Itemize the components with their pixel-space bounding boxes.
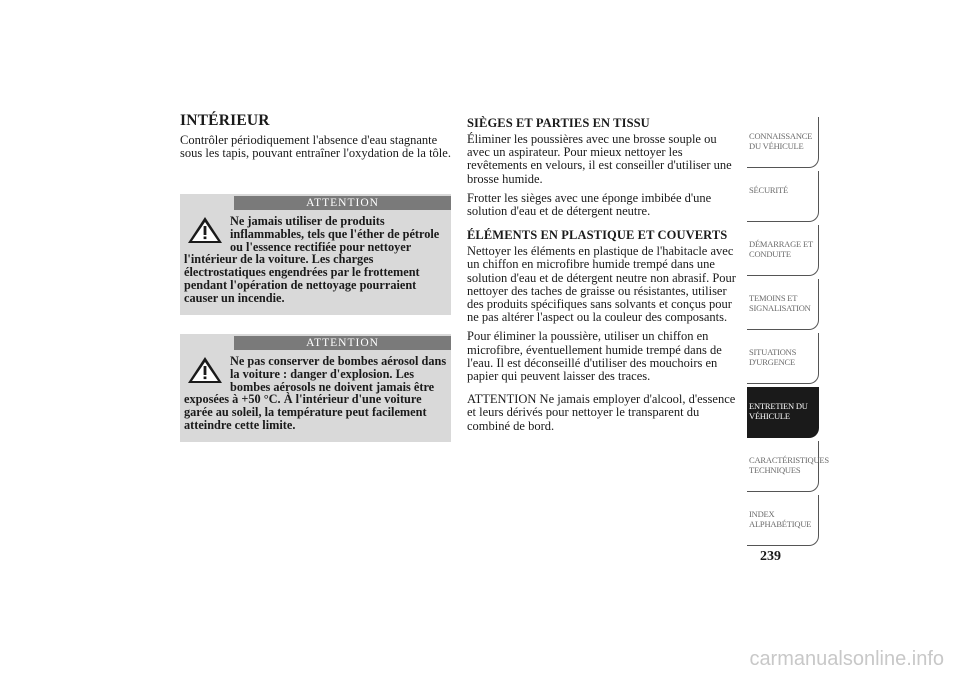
paragraph-attention-note: ATTENTION Ne jamais employer d'alcool, d'essence et leurs dérivés pour nettoyer le transparent du combiné de bord.: [467, 392, 736, 433]
watermark: carmanualsonline.info: [749, 648, 944, 670]
warning-text: [184, 215, 447, 305]
section-title-interieur: INTÉRIEUR: [180, 112, 270, 129]
left-column: [180, 112, 452, 166]
tab-index-alphabetique[interactable]: INDEX ALPHABÉTIQUE: [747, 495, 819, 546]
tab-entretien-vehicule[interactable]: ENTRETIEN DU VÉHICULE: [747, 387, 819, 438]
warning-triangle-icon: [186, 215, 224, 245]
tab-temoins-signalisation[interactable]: TEMOINS ET SIGNALISATION: [747, 279, 819, 330]
page-number: 239: [760, 549, 781, 564]
heading-elements-plastique: ÉLÉMENTS EN PLASTIQUE ET COUVERTS: [467, 228, 728, 243]
warning-text-content: Ne jamais utiliser de produits inflammables, tels que l'éther de pétrole ou l'essence rectifiée pour nettoyer l'intérieur de la voiture. Les charges électrostatiques engendrées par le frottement pendant l'opération de nettoyage pourraient causer un incendie.: [184, 214, 440, 305]
tab-demarrage-conduite[interactable]: DÉMARRAGE ET CONDUITE: [747, 225, 819, 276]
tab-connaissance-vehicule[interactable]: CONNAISSANCE DU VÉHICULE: [747, 117, 819, 168]
warning-label: ATTENTION: [234, 336, 451, 350]
paragraph: Nettoyer les éléments en plastique de l'habitacle avec un chiffon en microfibre humide trempé dans une solution d'eau et de détergent neutre non abrasif. Pour nettoyer des taches de graisse ou résistantes, utiliser des produits spécifiques sans solvants et conçus pour ne pas altérer l'aspect ou la couleur des composants.: [467, 244, 736, 325]
warning-triangle-icon: [186, 355, 224, 385]
warning-box-2: [180, 334, 451, 442]
paragraph: Éliminer les poussières avec une brosse souple ou avec un aspirateur. Pour mieux nettoyer les revêtements en velours, il est conseiller d'utiliser une brosse humide.: [467, 132, 732, 186]
paragraph: Pour éliminer la poussière, utiliser un chiffon en microfibre, éventuellement humide trempé dans de l'eau. Il est déconseillé d'utiliser des mouchoirs en papier qui peuvent laisser des traces.: [467, 329, 722, 384]
warning-box-1: [180, 194, 451, 315]
intro-paragraph: Contrôler périodiquement l'absence d'eau stagnante sous les tapis, pouvant entraîner l'oxydation de la tôle.: [180, 133, 451, 161]
warning-text-content: Ne pas conserver de bombes aérosol dans la voiture : danger d'explosion. Les bombes aérosols ne doivent jamais être exposées à +50 °C. À l'intérieur d'une voiture garée au soleil, la température peut facilement atteindre cette limite.: [184, 354, 447, 432]
paragraph: Frotter les sièges avec une éponge imbibée d'une solution d'eau et de détergent neutre.: [467, 190, 712, 219]
tab-caracteristiques-techniques[interactable]: CARACTÉRISTIQUES TECHNIQUES: [747, 441, 819, 492]
warning-label: ATTENTION: [234, 196, 451, 210]
tab-securite[interactable]: SÉCURITÉ: [747, 171, 819, 222]
tab-situations-urgence[interactable]: SITUATIONS D'URGENCE: [747, 333, 819, 384]
warning-text: [184, 355, 447, 432]
middle-column: [467, 116, 737, 439]
chapter-tabs: [747, 117, 829, 549]
heading-sieges: SIÈGES ET PARTIES EN TISSU: [467, 116, 650, 130]
